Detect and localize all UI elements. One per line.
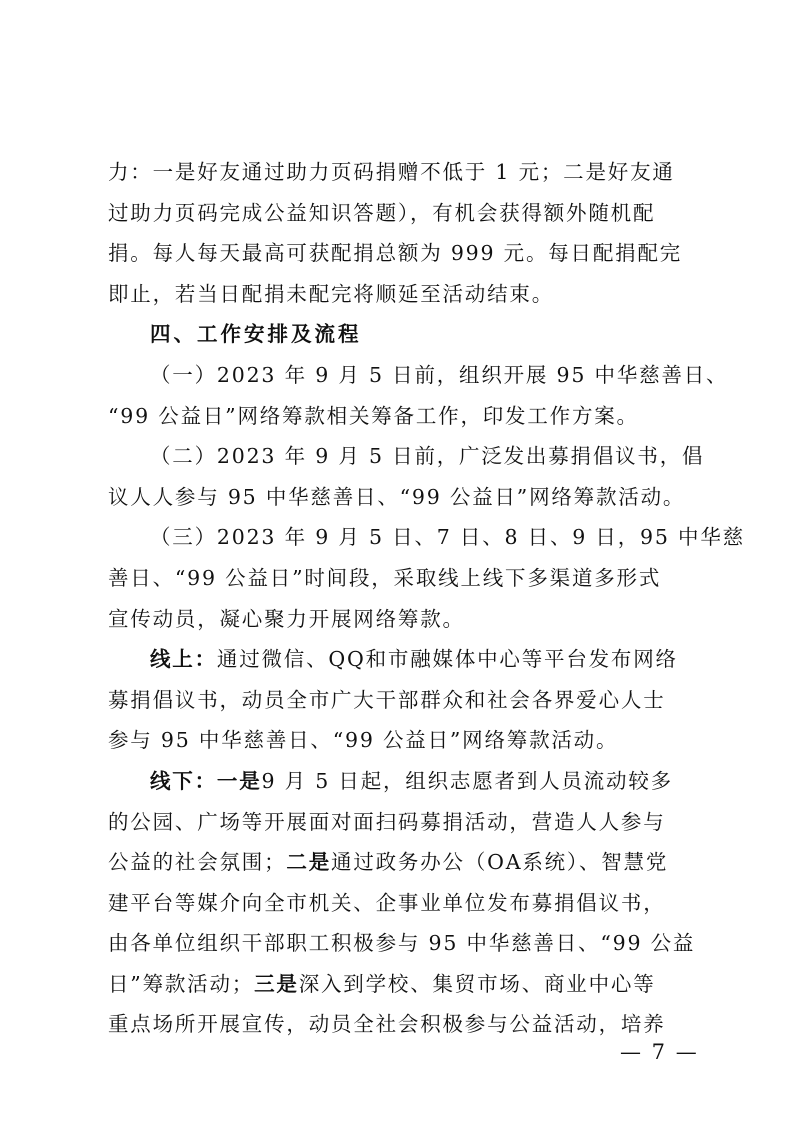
paragraph-line: 的公园、广场等开展面对面扫码募捐活动，营造人人参与 <box>108 809 666 834</box>
line-text: 日”筹款活动； <box>108 971 255 996</box>
paragraph-line <box>108 842 688 883</box>
page-number: — 7 — <box>620 1040 699 1064</box>
bold-lead-text: 线下：一是 <box>150 768 262 793</box>
paragraph-line: 由各单位组织干部职工积极参与 95 中华慈善日、“99 公益 <box>108 931 696 956</box>
paragraph-line: 即止，若当日配捐未配完将顺延至活动结束。 <box>108 281 554 306</box>
line-text: 通过政务办公（OA系统）、智慧党 <box>331 850 669 875</box>
paragraph-line: 宣传动员，凝心聚力开展网络筹款。 <box>108 606 465 631</box>
section-heading: 四、工作安排及流程 <box>150 322 362 347</box>
line-text: 公益的社会氛围； <box>108 850 287 875</box>
paragraph-line: 议人人参与 95 中华慈善日、“99 公益日”网络筹款活动。 <box>108 484 686 509</box>
line-text: 通过微信、QQ和市融媒体中心等平台发布网络 <box>216 647 678 672</box>
paragraph-line: 建平台等媒介向全市机关、企事业单位发布募捐倡议书， <box>108 890 666 915</box>
paragraph-line <box>108 964 688 1005</box>
paragraph-line: “99 公益日”网络筹款相关筹备工作，印发工作方案。 <box>108 403 639 428</box>
paragraph-line: 募捐倡议书，动员全市广大干部群众和社会各界爱心人士 <box>108 687 666 712</box>
paragraph-line: 过助力页码完成公益知识答题），有机会获得额外随机配 <box>108 200 656 225</box>
line-text: 深入到学校、集贸市场、商业中心等 <box>298 971 656 996</box>
paragraph-line: （一）2023 年 9 月 5 日前，组织开展 95 中华慈善日、 <box>150 362 729 387</box>
paragraph-line: （二）2023 年 9 月 5 日前，广泛发出募捐倡议书，倡 <box>150 444 705 469</box>
paragraph-line: （三）2023 年 9 月 5 日、7 日、8 日、9 日，95 中华慈 <box>150 525 745 550</box>
bold-lead-text: 二是 <box>286 850 332 875</box>
paragraph-line <box>108 639 688 680</box>
paragraph-line: 力：一是好友通过助力页码捐赠不低于 1 元；二是好友通 <box>108 160 675 184</box>
paragraph-line <box>108 761 688 802</box>
paragraph-line: 重点场所开展宣传，动员全社会积极参与公益活动，培养 <box>108 1012 666 1037</box>
bold-lead-text: 三是 <box>254 971 299 996</box>
bold-lead-text: 线上： <box>150 647 217 672</box>
paragraph-line: 捐。每人每天最高可获配捐总额为 999 元。每日配捐配完 <box>108 241 683 266</box>
body-text <box>108 152 745 1045</box>
paragraph-line: 善日、“99 公益日”时间段，采取线上线下多渠道多形式 <box>108 565 662 590</box>
line-text: 9 月 5 日起，组织志愿者到人员流动较多 <box>261 768 673 793</box>
paragraph-line: 参与 95 中华慈善日、“99 公益日”网络筹款活动。 <box>108 728 619 753</box>
